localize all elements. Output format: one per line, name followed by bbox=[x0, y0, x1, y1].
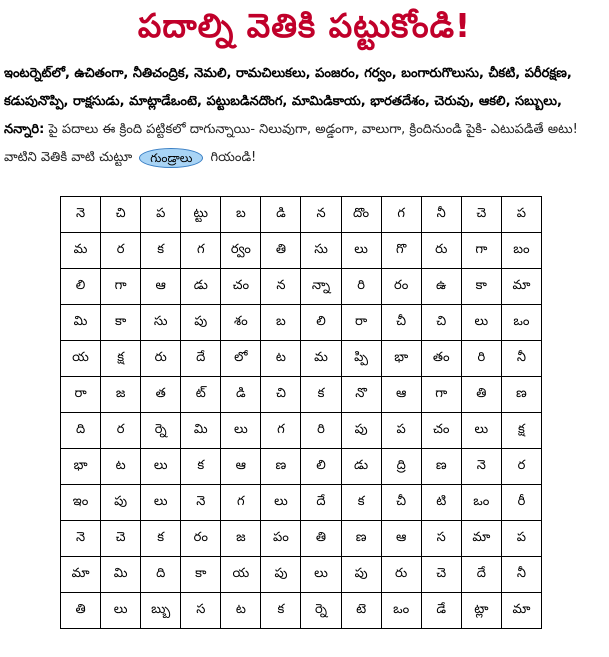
grid-cell[interactable]: ప bbox=[501, 197, 541, 233]
grid-cell[interactable]: కా bbox=[101, 305, 141, 341]
grid-cell[interactable]: లు bbox=[461, 305, 501, 341]
grid-cell[interactable]: టి bbox=[421, 485, 461, 521]
grid-cell[interactable]: కా bbox=[181, 557, 221, 593]
grid-cell[interactable]: లు bbox=[141, 449, 181, 485]
grid-row bbox=[61, 233, 542, 269]
grid-cell[interactable]: ట్టు bbox=[181, 197, 221, 233]
grid-cell[interactable]: శం bbox=[221, 305, 261, 341]
grid-cell[interactable]: చి bbox=[101, 197, 141, 233]
grid-cell[interactable]: ర్నె bbox=[141, 413, 181, 449]
grid-cell[interactable]: ఒం bbox=[461, 485, 501, 521]
grid-cell[interactable]: ణ bbox=[261, 449, 301, 485]
grid-cell[interactable]: తి bbox=[261, 233, 301, 269]
grid-cell[interactable]: లి bbox=[61, 269, 101, 305]
grid-cell[interactable]: చె bbox=[461, 197, 501, 233]
grid-cell[interactable]: క bbox=[141, 521, 181, 557]
grid-cell[interactable]: చీ bbox=[381, 485, 421, 521]
grid-cell[interactable]: మి bbox=[101, 557, 141, 593]
grid-cell[interactable]: దొం bbox=[341, 197, 381, 233]
grid-cell[interactable]: క bbox=[261, 593, 301, 629]
grid-cell[interactable]: లో bbox=[221, 341, 261, 377]
grid-cell[interactable]: ఆ bbox=[141, 269, 181, 305]
grid-cell[interactable]: రా bbox=[61, 377, 101, 413]
grid-cell[interactable]: క bbox=[341, 485, 381, 521]
grid-cell[interactable]: ప bbox=[141, 197, 181, 233]
grid-cell[interactable]: ట్ bbox=[181, 377, 221, 413]
grid-cell[interactable]: తి bbox=[301, 521, 341, 557]
grid-cell[interactable]: చె bbox=[421, 557, 461, 593]
grid-cell[interactable]: ద్రి bbox=[381, 449, 421, 485]
grid-cell[interactable]: ణ bbox=[501, 377, 541, 413]
grid-cell[interactable]: ది bbox=[141, 557, 181, 593]
grid-cell[interactable]: బ్బు bbox=[141, 593, 181, 629]
page-title: పదాల్ని వెతికి పట్టుకోండి! bbox=[137, 6, 472, 45]
grid-row bbox=[61, 341, 542, 377]
grid-cell[interactable]: క్ష bbox=[501, 413, 541, 449]
grid-cell[interactable]: సు bbox=[301, 233, 341, 269]
grid-cell[interactable]: ఒం bbox=[381, 593, 421, 629]
grid-cell[interactable]: పు bbox=[101, 485, 141, 521]
grid-cell[interactable]: ర bbox=[101, 413, 141, 449]
grid-cell[interactable]: ణ bbox=[341, 521, 381, 557]
grid-cell[interactable]: గ bbox=[181, 233, 221, 269]
grid-cell[interactable]: డి bbox=[261, 197, 301, 233]
grid-cell[interactable]: ర్వం bbox=[221, 233, 261, 269]
grid-cell[interactable]: డు bbox=[341, 449, 381, 485]
instruction-text: పై పదాలు ఈ క్రింది పట్టికలో దాగున్నాయి- నిలువుగా, అడ్డంగా, వాలుగా, క్రిందినుండి పైకి- ఎటుపడితే అటు! వాటిని వెతికి వాటి చుట్టూ bbox=[4, 122, 578, 165]
grid-cell[interactable]: దే bbox=[461, 557, 501, 593]
grid-cell[interactable]: లు bbox=[221, 413, 261, 449]
grid-cell[interactable]: గ bbox=[261, 413, 301, 449]
grid-cell[interactable]: తం bbox=[421, 341, 461, 377]
grid-cell[interactable]: పు bbox=[261, 557, 301, 593]
grid-cell[interactable]: నీ bbox=[421, 197, 461, 233]
grid-cell[interactable]: చం bbox=[421, 413, 461, 449]
grid-cell[interactable]: న bbox=[261, 269, 301, 305]
grid-cell[interactable]: రీ bbox=[501, 485, 541, 521]
grid-cell[interactable]: త bbox=[141, 377, 181, 413]
grid-cell[interactable]: దే bbox=[181, 341, 221, 377]
grid-cell[interactable]: చం bbox=[221, 269, 261, 305]
grid-cell[interactable]: రం bbox=[381, 269, 421, 305]
grid-cell[interactable]: నె bbox=[61, 197, 101, 233]
grid-cell[interactable]: మి bbox=[61, 305, 101, 341]
grid-cell[interactable]: చి bbox=[261, 377, 301, 413]
grid-cell[interactable]: గ bbox=[381, 197, 421, 233]
grid-cell[interactable]: నీ bbox=[501, 557, 541, 593]
grid-cell[interactable]: డు bbox=[181, 269, 221, 305]
grid-cell[interactable]: నీ bbox=[501, 341, 541, 377]
grid-cell[interactable]: ట bbox=[261, 341, 301, 377]
grid-row bbox=[61, 377, 542, 413]
grid-cell[interactable]: బ bbox=[221, 197, 261, 233]
grid-cell[interactable]: ట bbox=[101, 449, 141, 485]
grid-cell[interactable]: భా bbox=[61, 449, 101, 485]
grid-cell[interactable]: మా bbox=[461, 521, 501, 557]
grid-cell[interactable]: ప bbox=[381, 413, 421, 449]
grid-cell[interactable]: ఉ bbox=[421, 269, 461, 305]
grid-cell[interactable]: లి bbox=[301, 449, 341, 485]
grid-cell[interactable]: గ bbox=[221, 485, 261, 521]
grid-cell[interactable]: నె bbox=[61, 521, 101, 557]
grid-cell[interactable]: లు bbox=[301, 557, 341, 593]
grid-cell[interactable]: న్నా bbox=[301, 269, 341, 305]
instruction-text-end: గియండి! bbox=[206, 150, 257, 165]
grid-cell[interactable]: స bbox=[421, 521, 461, 557]
grid-cell[interactable]: టె bbox=[341, 593, 381, 629]
grid-cell[interactable]: రం bbox=[181, 521, 221, 557]
grid-cell[interactable]: నె bbox=[181, 485, 221, 521]
grid-cell[interactable]: కా bbox=[461, 269, 501, 305]
grid-cell[interactable]: ట్లా bbox=[461, 593, 501, 629]
circle-example-bubble: గుండ్రాలు bbox=[139, 148, 203, 168]
grid-cell[interactable]: లు bbox=[341, 233, 381, 269]
grid-cell[interactable]: న bbox=[301, 197, 341, 233]
grid-cell[interactable]: పం bbox=[261, 521, 301, 557]
grid-row bbox=[61, 305, 542, 341]
word-search-grid bbox=[60, 196, 542, 629]
grid-row bbox=[61, 413, 542, 449]
grid-cell[interactable]: మి bbox=[181, 413, 221, 449]
grid-cell[interactable]: లు bbox=[461, 413, 501, 449]
grid-cell[interactable]: ర bbox=[501, 449, 541, 485]
grid-cell[interactable]: ట bbox=[221, 593, 261, 629]
grid-row bbox=[61, 197, 542, 233]
grid-cell[interactable]: స bbox=[181, 593, 221, 629]
grid-row bbox=[61, 449, 542, 485]
grid-row bbox=[61, 521, 542, 557]
grid-cell[interactable]: గా bbox=[421, 377, 461, 413]
grid-cell[interactable]: దే bbox=[301, 485, 341, 521]
grid-cell[interactable]: ణ bbox=[421, 449, 461, 485]
word-list: ఇంటర్నెట్‌లో, ఉచితంగా, నీతిచంద్రిక, నెమలి, రామచిలుకలు, పంజరం, గర్వం, బంగారుగొలుసు, చీకటి, పరీరక్షణ, కడుపునొప్పి, రాక్షసుడు, మాట్లాడేఒంటె, పట్టుబడినదొంగ, మామిడికాయ, భారతదేశం, చెరువు, ఆకలి, సబ్బులు, నన్నారి: bbox=[4, 66, 572, 137]
grid-cell[interactable]: గొ bbox=[381, 233, 421, 269]
grid-cell[interactable]: డి bbox=[221, 377, 261, 413]
grid-cell[interactable]: రు bbox=[381, 557, 421, 593]
grid-cell[interactable]: క bbox=[301, 377, 341, 413]
grid-cell[interactable]: చి bbox=[421, 305, 461, 341]
grid-cell[interactable]: క bbox=[141, 233, 181, 269]
grid-cell[interactable]: గా bbox=[101, 269, 141, 305]
grid-cell[interactable]: డే bbox=[421, 593, 461, 629]
grid-cell[interactable]: రి bbox=[341, 269, 381, 305]
grid-row bbox=[61, 593, 542, 629]
grid-cell[interactable]: లు bbox=[261, 485, 301, 521]
grid-cell[interactable]: రి bbox=[461, 341, 501, 377]
grid-cell[interactable]: బం bbox=[501, 233, 541, 269]
grid-cell[interactable]: నె bbox=[461, 449, 501, 485]
grid-cell[interactable]: రా bbox=[341, 305, 381, 341]
grid-cell[interactable]: ఒం bbox=[501, 305, 541, 341]
grid-cell[interactable]: పు bbox=[341, 413, 381, 449]
grid-cell[interactable]: ర్నె bbox=[301, 593, 341, 629]
grid-row bbox=[61, 557, 542, 593]
grid-cell[interactable]: ది bbox=[61, 413, 101, 449]
grid-cell[interactable]: ఆ bbox=[381, 377, 421, 413]
grid-cell[interactable]: ప్పి bbox=[341, 341, 381, 377]
grid-cell[interactable]: మ bbox=[61, 233, 101, 269]
grid-cell[interactable]: రి bbox=[301, 413, 341, 449]
grid-cell[interactable]: జ bbox=[221, 521, 261, 557]
grid-cell[interactable]: మా bbox=[501, 593, 541, 629]
grid-cell[interactable]: లి bbox=[301, 305, 341, 341]
grid-cell[interactable]: మ bbox=[301, 341, 341, 377]
grid-cell[interactable]: నొ bbox=[341, 377, 381, 413]
grid-cell[interactable]: ర bbox=[101, 233, 141, 269]
grid-cell[interactable]: గా bbox=[461, 233, 501, 269]
grid-cell[interactable]: రు bbox=[421, 233, 461, 269]
grid-cell[interactable]: లు bbox=[101, 593, 141, 629]
grid-cell[interactable]: ఆ bbox=[221, 449, 261, 485]
grid-cell[interactable]: ప bbox=[501, 521, 541, 557]
grid-cell[interactable]: తి bbox=[61, 593, 101, 629]
grid-row bbox=[61, 269, 542, 305]
grid-cell[interactable]: చీ bbox=[381, 305, 421, 341]
grid-cell[interactable]: మా bbox=[501, 269, 541, 305]
grid-cell[interactable]: రు bbox=[141, 341, 181, 377]
grid-cell[interactable]: య bbox=[221, 557, 261, 593]
grid-cell[interactable]: క bbox=[181, 449, 221, 485]
grid-cell[interactable]: సు bbox=[141, 305, 181, 341]
grid-cell[interactable]: ఆ bbox=[381, 521, 421, 557]
instructions bbox=[4, 60, 604, 172]
grid-cell[interactable]: చె bbox=[101, 521, 141, 557]
grid-cell[interactable]: క్ష bbox=[101, 341, 141, 377]
grid-cell[interactable]: లు bbox=[141, 485, 181, 521]
grid-cell[interactable]: బ bbox=[261, 305, 301, 341]
grid-cell[interactable]: ఇం bbox=[61, 485, 101, 521]
grid-cell[interactable]: పు bbox=[181, 305, 221, 341]
grid-cell[interactable]: మా bbox=[61, 557, 101, 593]
grid-cell[interactable]: తి bbox=[461, 377, 501, 413]
grid-cell[interactable]: య bbox=[61, 341, 101, 377]
grid-cell[interactable]: భా bbox=[381, 341, 421, 377]
grid-row bbox=[61, 485, 542, 521]
grid-cell[interactable]: జ bbox=[101, 377, 141, 413]
grid-cell[interactable]: పు bbox=[341, 557, 381, 593]
